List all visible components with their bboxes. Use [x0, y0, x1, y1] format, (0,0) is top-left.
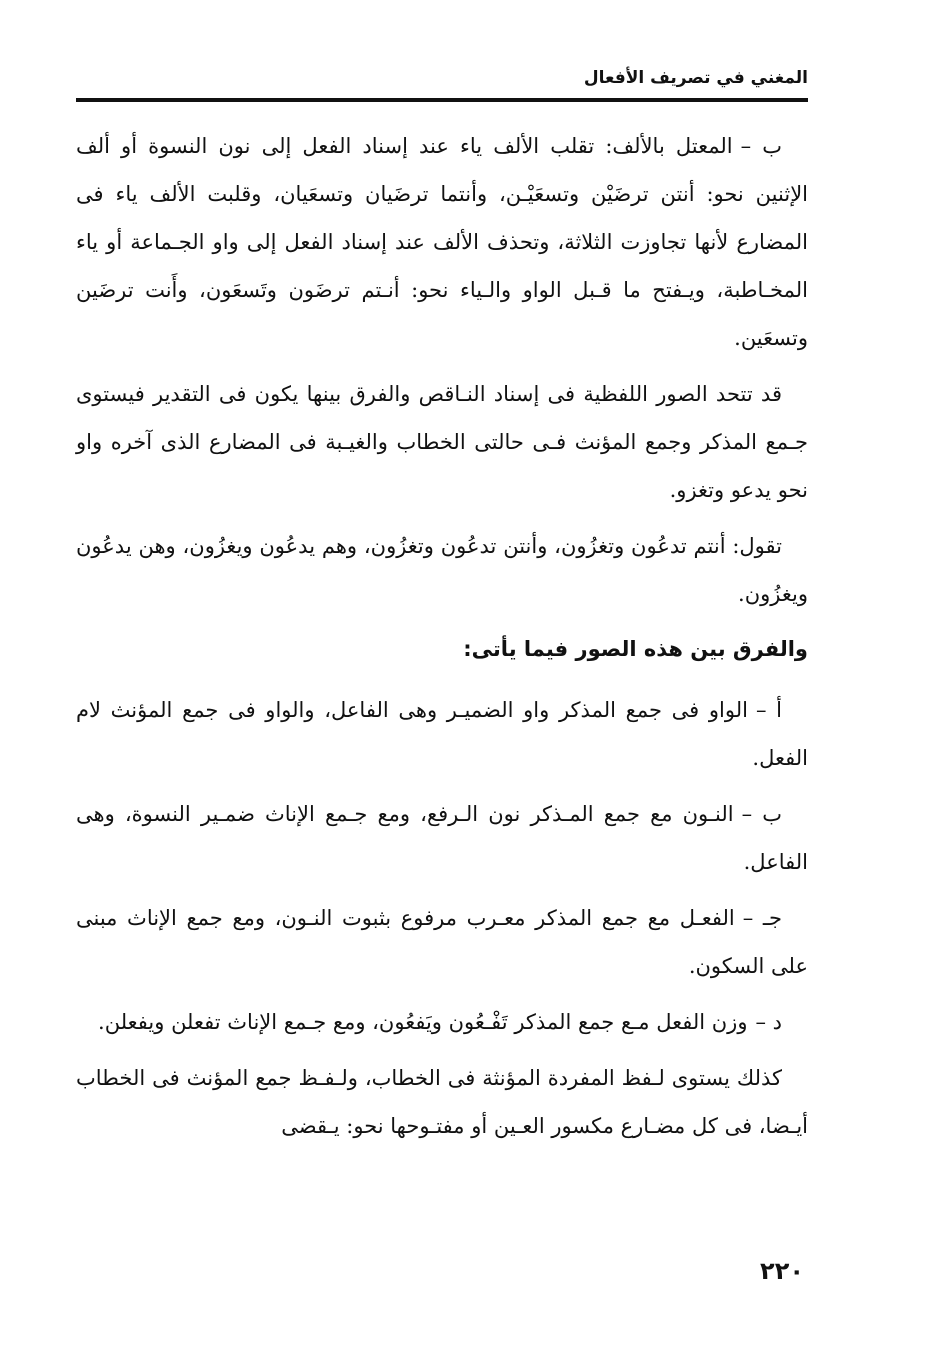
paragraph-continuation [76, 1054, 808, 1150]
item-label: جـ – [742, 906, 783, 930]
paragraph-text: قد تتحد الصور اللفظية فى إسناد النـاقص والفرق بينها يكون فى التقدير فيستوى جـمع المذكر وجمع المؤنث فـى حالتى الخطاب والغيـبة فى المضارع الذى آخره واو نحو يدعو وتغزو. [76, 382, 808, 502]
list-item-b [76, 790, 808, 886]
paragraph-text: المعتل بالألف: تقلب الألف ياء عند إسناد الفعل إلى نون النسوة أو ألف الإثنين نحو: أنتن ترضَيْن وتسعَيْـن، وأنتما ترضَيان وتسعَيان، وقلبت الألف ياء فى المضارع لأنها تجاوزت الثلاثة، وتحذف الألف عند إسناد الفعل إلى واو الجـماعة أو ياء المخـاطبة، ويـفتح ما قـبل الواو والـياء نحو: أنـتم ترضَون وتَسعَون، وأَنت ترضَين وتسعَين. [76, 134, 808, 350]
section-heading: والفرق بين هذه الصور فيما يأتى: [463, 637, 808, 661]
list-item-c [76, 894, 808, 990]
header-rule [76, 98, 808, 102]
item-label: ب – [741, 802, 782, 826]
paragraph-examples [76, 522, 808, 618]
paragraph-alif-weak-verb [76, 122, 808, 362]
item-label: ب – [740, 134, 783, 158]
item-label: أ – [755, 698, 782, 722]
page-number: ٢٢٠ [760, 1257, 804, 1285]
item-text: النـون مع جمع المـذكر نون الـرفع، ومع جـمع الإناث ضمـير النسوة، وهى الفاعل. [76, 802, 808, 874]
item-text: الفعـل مع جمع المذكر معـرب مرفوع بثبوت النـون، ومع جمع الإناث مبنى على السكون. [76, 906, 808, 978]
running-header [76, 58, 808, 102]
item-text: وزن الفعل مـع جمع المذكر تَفْـعُون ويَفعُون، ومع جـمع الإناث تفعلن ويفعلن. [98, 1010, 748, 1034]
paragraph-text: تقول: أنتم تدعُون وتغزُون، وأنتن تدعُون وتغزُون، وهم يدعُون ويغزُون، وهن يدعُون ويغزُون. [76, 534, 808, 606]
paragraph-text: كذلك يستوى لـفظ المفردة المؤنثة فى الخطاب، ولـفـظ جمع المؤنث فى الخطاب أيـضا، فى كل مضـارع مكسور العـين أو مفتـوحها نحو: يـقضى [76, 1066, 808, 1138]
paragraph-naqis-forms [76, 370, 808, 514]
list-item-d [76, 998, 808, 1046]
item-label: د – [755, 1010, 782, 1034]
running-header-title: المغني في تصريف الأفعال [583, 68, 808, 88]
page-body [76, 122, 808, 1158]
item-text: الواو فى جمع المذكر واو الضميـر وهى الفاعل، والواو فى جمع المؤنث لام الفعل. [76, 698, 808, 770]
list-item-a [76, 686, 808, 782]
